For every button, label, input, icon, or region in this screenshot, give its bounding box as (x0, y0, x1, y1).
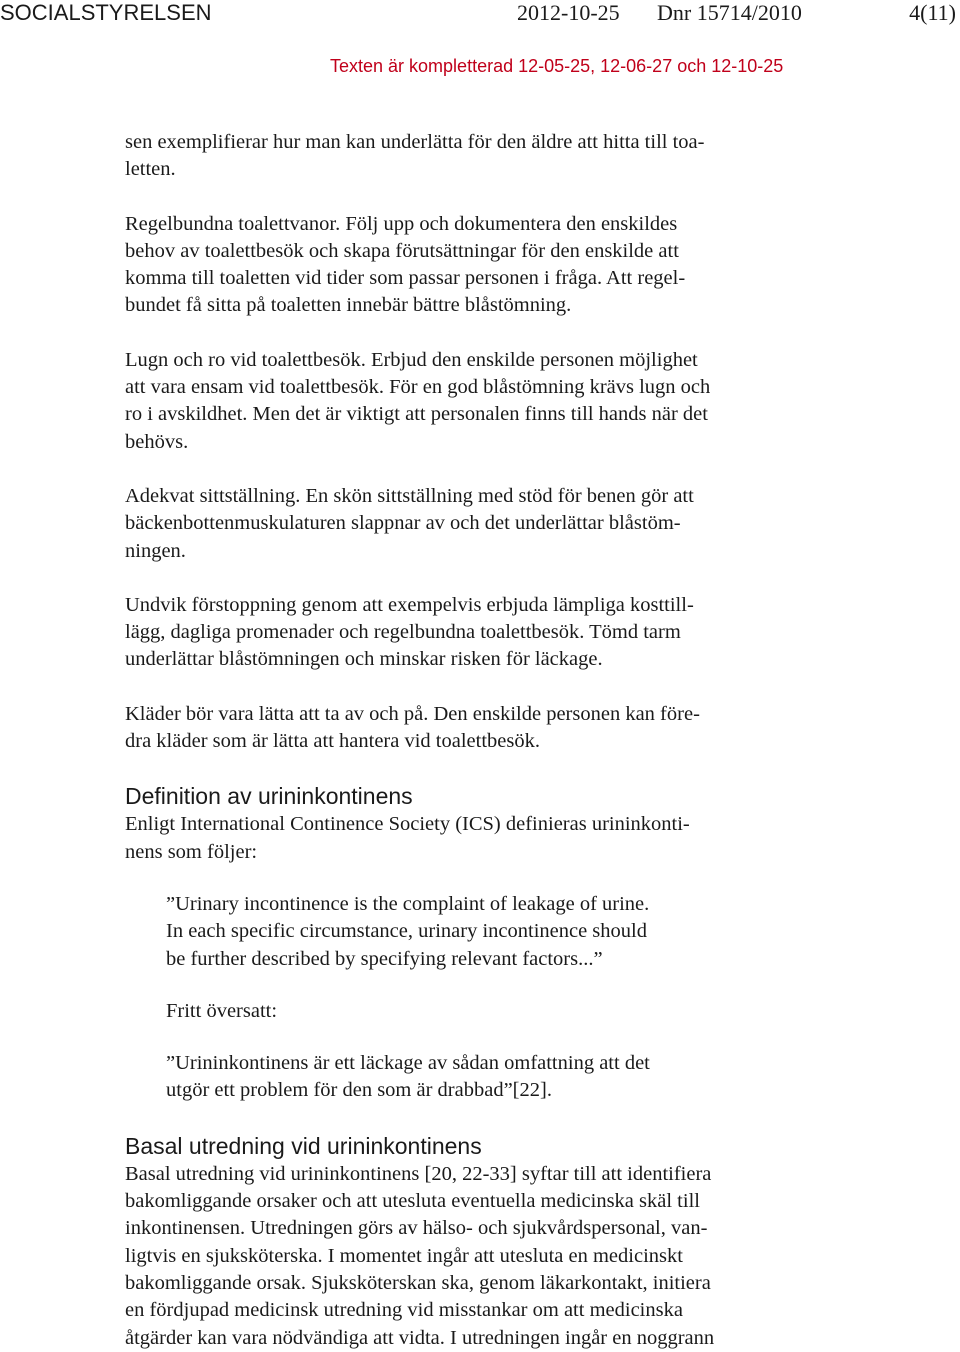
regelbundna-paragraph (125, 211, 825, 320)
text-line: underlättar blåstömningen och minskar risken för läckage. (125, 648, 603, 671)
text-line: bakomliggande orsak. Sjuksköterskan ska, genom läkarkontakt, initiera (125, 1271, 711, 1294)
text-line: Lugn och ro vid toalettbesök. Erbjud den enskilde personen möjlighet (125, 348, 698, 371)
text-line: en fördjupad medicinsk utredning vid misstankar om att medicinska (125, 1299, 683, 1322)
adekvat-paragraph (125, 483, 825, 565)
text-line: nens som följer: (125, 840, 258, 863)
translated-label: Fritt översatt: (166, 999, 278, 1022)
document-body (125, 129, 825, 1352)
text-line: be further described by specifying relevant factors...” (166, 947, 603, 970)
text-line: Basal utredning vid urininkontinens [20, 22-33] syftar till att identifiera (125, 1162, 712, 1185)
text-line: letten. (125, 158, 176, 181)
text-line: behövs. (125, 430, 189, 453)
text-line: att vara ensam vid toalettbesök. För en god blåstömning krävs lugn och (125, 376, 711, 399)
basal-paragraph (125, 1161, 825, 1352)
text-line: ligtvis en sjuksköterska. I momentet ingår att utesluta en medicinskt (125, 1244, 683, 1267)
text-line: komma till toaletten vid tider som passar personen i fråga. Att regel- (125, 267, 686, 290)
text-line: bakomliggande orsaker och att utesluta eventuella medicinska skäl till (125, 1190, 700, 1213)
text-line: Kläder bör vara lätta att ta av och på. Den enskilde personen kan före- (125, 702, 700, 725)
quote-block (166, 891, 825, 1105)
text-line: utgör ett problem för den som är drabbad”[22]. (166, 1079, 552, 1102)
text-line: Enligt International Continence Society (ICS) definieras urininkonti- (125, 813, 690, 836)
document-number: Dnr 15714/2010 (657, 0, 802, 25)
text-line: bäckenbottenmuskulaturen slappnar av och det underlättar blåstöm- (125, 512, 681, 535)
organization-name: SOCIALSTYRELSEN (0, 0, 212, 25)
undvik-paragraph (125, 592, 825, 674)
page-number: 4(11) (909, 0, 956, 25)
text-line: lägg, dagliga promenader och regelbundna toalettbesök. Tömd tarm (125, 621, 681, 644)
klader-paragraph (125, 701, 825, 756)
text-line: ningen. (125, 539, 186, 562)
text-line: ro i avskildhet. Men det är viktigt att personalen finns till hands när det (125, 403, 708, 426)
text-line: inkontinensen. Utredningen görs av hälso- och sjukvårdspersonal, van- (125, 1217, 708, 1240)
definition-heading: Definition av urininkontinens (125, 783, 413, 810)
text-line: sen exemplifierar hur man kan underlätta för den äldre att hitta till toa- (125, 131, 705, 153)
lugn-paragraph (125, 347, 825, 456)
text-line: Undvik förstoppning genom att exempelvis erbjuda lämpliga kosttill- (125, 593, 694, 616)
text-line: bundet få sitta på toaletten innebär bättre blåstömning. (125, 294, 572, 317)
page-header (0, 0, 960, 30)
document-date: 2012-10-25 (517, 0, 620, 25)
revision-note: Texten är kompletterad 12-05-25, 12-06-27 och 12-10-25 (330, 56, 784, 76)
text-line: In each specific circumstance, urinary incontinence should (166, 920, 647, 943)
intro-paragraph (125, 129, 825, 184)
text-line: ”Urinary incontinence is the complaint of leakage of urine. (166, 892, 650, 915)
text-line: Regelbundna toalettvanor. Följ upp och dokumentera den enskildes (125, 212, 678, 235)
definition-paragraph (125, 811, 825, 866)
quote-swedish (166, 1050, 825, 1105)
text-line: ”Urininkontinens är ett läckage av sådan omfattning att det (166, 1052, 650, 1075)
text-line: dra kläder som är lätta att hantera vid toalettbesök. (125, 730, 540, 753)
basal-heading: Basal utredning vid urininkontinens (125, 1132, 482, 1159)
text-line: åtgärder kan vara nödvändiga att vidta. I utredningen ingår en noggrann (125, 1326, 715, 1349)
text-line: behov av toalettbesök och skapa förutsättningar för den enskilde att (125, 239, 679, 262)
quote-english (166, 891, 825, 973)
text-line: Adekvat sittställning. En skön sittställning med stöd för benen gör att (125, 484, 694, 507)
